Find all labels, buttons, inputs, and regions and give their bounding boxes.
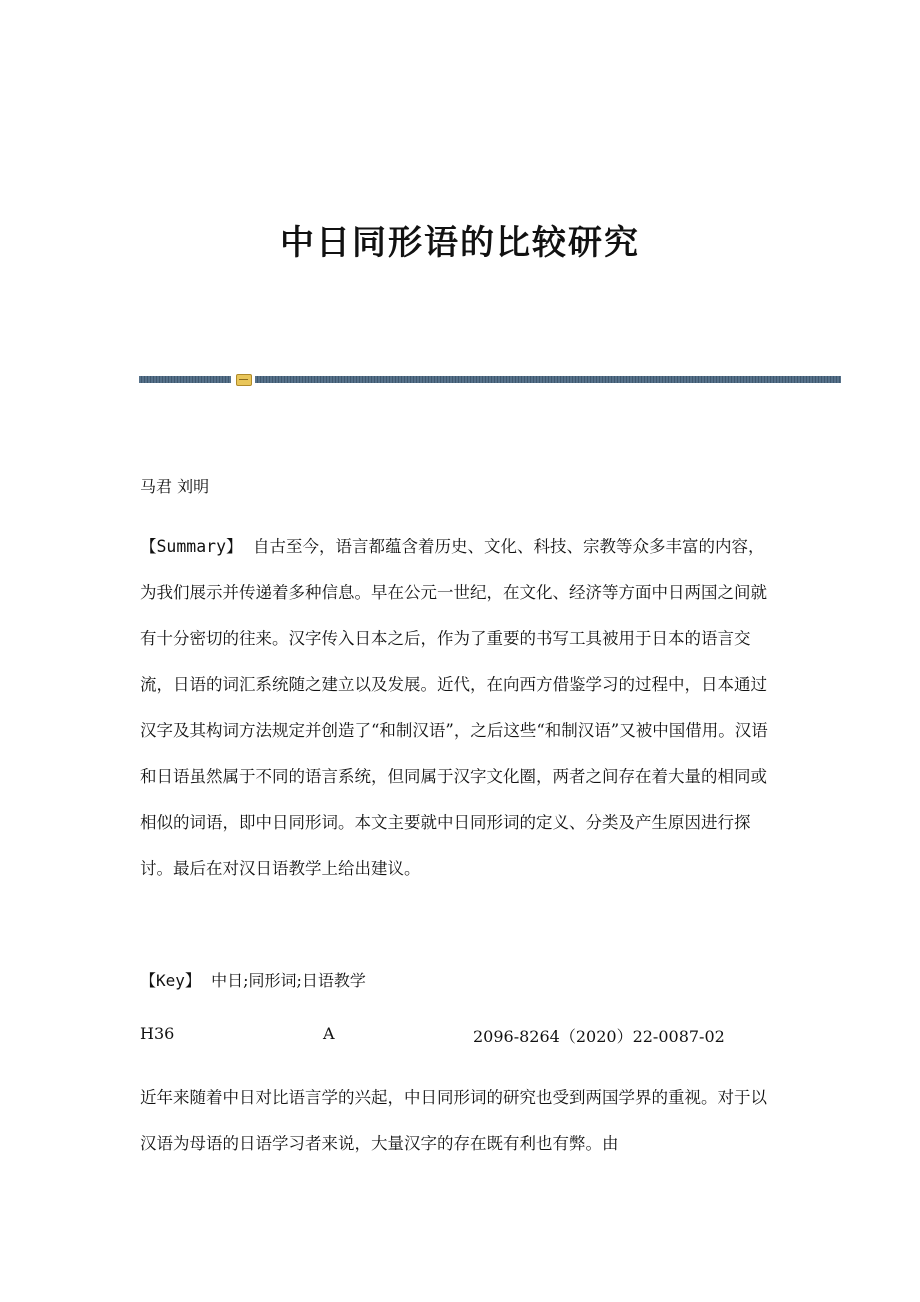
divider-bar-right: [255, 376, 841, 383]
summary-label: 【Summary】: [140, 537, 243, 556]
authors: 马君 刘明: [140, 477, 210, 496]
body-paragraph: 近年来随着中日对比语言学的兴起，中日同形词的研究也受到两国学界的重视。对于以汉语为母语的日语学习者来说，大量汉字的存在既有利也有弊。由: [140, 1088, 767, 1153]
classification-number: H36: [140, 1024, 175, 1043]
article-id: 2096-8264（2020）22-0087-02: [473, 1027, 725, 1046]
summary-paragraph: [140, 524, 776, 892]
classification-codes: [140, 1024, 780, 1048]
divider-emblem-icon: [236, 374, 252, 386]
divider-bar-left: [139, 376, 231, 383]
document-code: A: [323, 1024, 335, 1043]
keywords-label: 【Key】: [140, 971, 201, 990]
summary-text: 自古至今，语言都蕴含着历史、文化、科技、宗教等众多丰富的内容，为我们展示并传递着多种信息。早在公元一世纪，在文化、经济等方面中日两国之间就有十分密切的往来。汉字传入日本之后，作为了重要的书写工具被用于日本的语言交流，日语的词汇系统随之建立以及发展。近代，在向西方借鉴学习的过程中，日本通过汉字及其构词方法规定并创造了“和制汉语”，之后这些“和制汉语”又被中国借用。汉语和日语虽然属于不同的语言系统，但同属于汉字文化圈，两者之间存在着大量的相同或相似的词语，即中日同形词。本文主要就中日同形词的定义、分类及产生原因进行探讨。最后在对汉日语教学上给出建议。: [140, 537, 768, 878]
decorative-divider: [139, 375, 841, 385]
keywords-text: 中日;同形词;日语教学: [211, 971, 366, 990]
keywords: [140, 968, 366, 991]
page-title: 中日同形语的比较研究: [280, 223, 640, 263]
